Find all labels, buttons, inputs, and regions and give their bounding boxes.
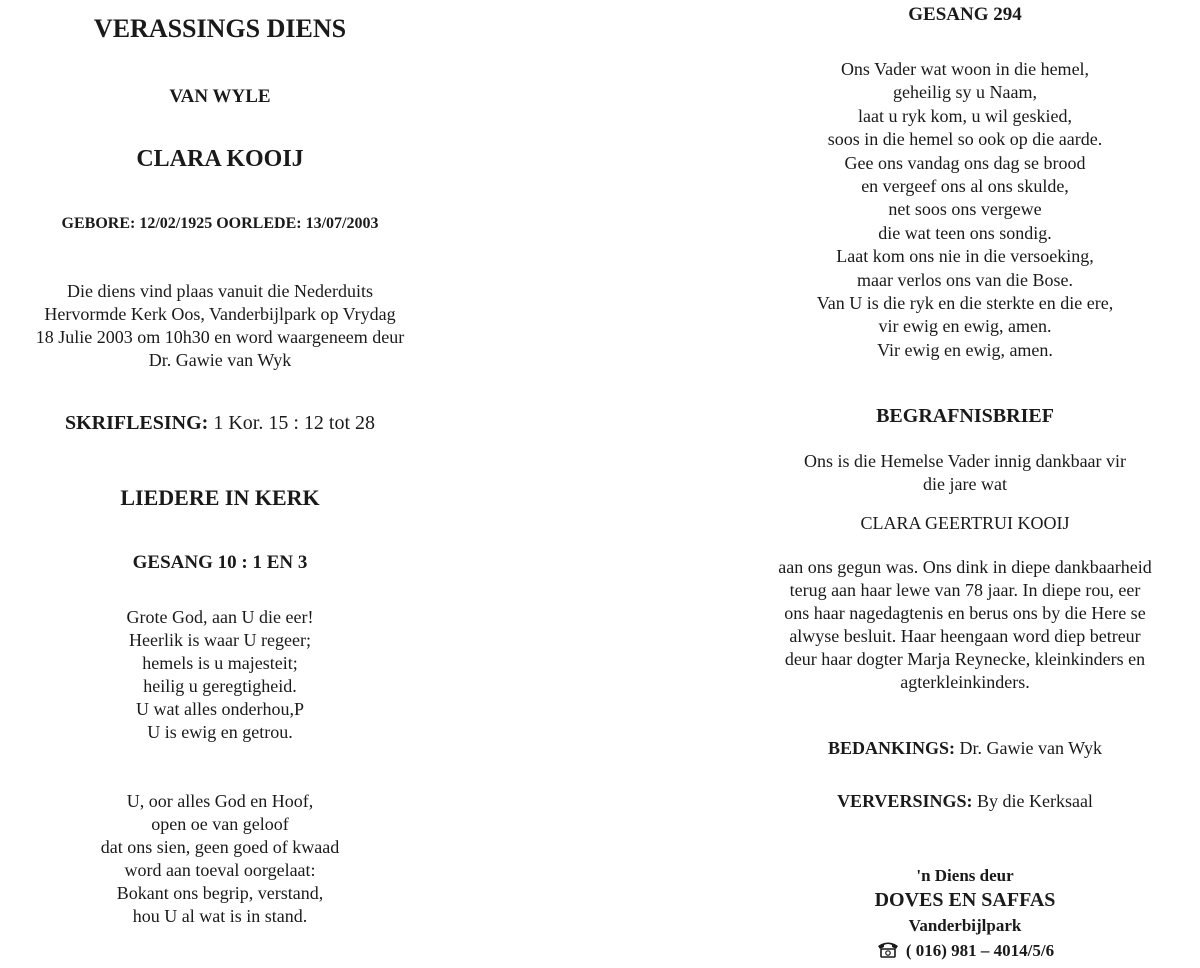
reading-value: 1 Kor. 15 : 12 tot 28 <box>213 412 376 434</box>
verse-line: hou U al wat is in stand. <box>132 906 308 926</box>
verse-line: Bokant ons begrip, verstand, <box>116 883 324 903</box>
thanks-line <box>730 738 1200 759</box>
prayer-line: net soos ons vergewe <box>888 199 1042 220</box>
phone-number: ( 016) 981 – 4014/5/6 <box>905 941 1055 960</box>
verse-line: word aan toeval oorgelaat: <box>124 860 316 880</box>
verse-line: Grote God, aan U die eer! <box>126 607 314 627</box>
service-line: Hervormde Kerk Oos, Vanderbijlpark op Vrydag <box>44 304 396 324</box>
prayer-line: Vir ewig en ewig, amen. <box>877 339 1053 360</box>
telephone-icon <box>876 940 900 963</box>
verse-line: U wat alles onderhou,P <box>136 699 304 719</box>
hymn-294-title: GESANG 294 <box>908 4 1022 25</box>
prayer-line: en vergeef ons al ons skulde, <box>861 176 1069 197</box>
letter-intro <box>730 450 1200 496</box>
phone-line <box>730 940 1200 963</box>
prayer-line: Van U is die ryk en die sterkte en die ere, <box>816 293 1114 314</box>
letter-line: agterkleinkinders. <box>900 672 1030 692</box>
hymn-10-title: GESANG 10 : 1 EN 3 <box>132 552 308 573</box>
dates-line <box>0 215 440 233</box>
born-date: 12/02/1925 <box>139 215 213 232</box>
thanks-value: Dr. Gawie van Wyk <box>959 738 1103 758</box>
prayer-line: laat u ryk kom, u wil geskied, <box>858 105 1072 126</box>
died-label: OORLEDE: <box>216 215 302 232</box>
letter-line: Ons is die Hemelse Vader innig dankbaar vir <box>803 451 1127 471</box>
prayer-line: Laat kom ons nie in die versoeking, <box>836 246 1094 267</box>
letter-heading: BEGRAFNISBRIEF <box>876 405 1054 427</box>
verse-line: U, oor alles God en Hoof, <box>126 791 314 811</box>
prayer-line: maar verlos ons van die Bose. <box>857 269 1073 290</box>
verse-line: Heerlik is waar U regeer; <box>129 630 311 650</box>
full-name: CLARA GEERTRUI KOOIJ <box>860 513 1070 533</box>
prayer-line: vir ewig en ewig, amen. <box>878 316 1052 337</box>
prayer-line: die wat teen ons sondig. <box>878 222 1052 243</box>
hymn-verse-2 <box>0 790 440 928</box>
company-city: Vanderbijlpark <box>908 916 1022 935</box>
letter-body <box>730 556 1200 694</box>
deceased-name: CLARA KOOIJ <box>136 146 304 172</box>
prayer-line: Gee ons vandag ons dag se brood <box>844 152 1086 173</box>
verse-line: heilig u geregtigheid. <box>143 676 297 696</box>
service-line: Die diens vind plaas vanuit die Nederduits <box>67 281 373 301</box>
verse-line: open oe van geloof <box>151 814 289 834</box>
service-line: 18 Julie 2003 om 10h30 en word waargeneem deur <box>35 327 405 347</box>
verse-line: hemels is u majesteit; <box>142 653 298 673</box>
hymn-verse-1 <box>0 606 440 744</box>
verse-line: dat ons sien, geen goed of kwaad <box>100 837 340 857</box>
letter-line: die jare wat <box>923 474 1007 494</box>
letter-line: alwyse besluit. Haar heengaan word diep betreur <box>789 626 1141 646</box>
refreshments-line <box>730 791 1200 812</box>
prayer-line: geheilig sy u Naam, <box>893 82 1037 103</box>
songs-heading: LIEDERE IN KERK <box>120 485 320 510</box>
lords-prayer <box>730 58 1200 362</box>
prayer-line: Ons Vader wat woon in die hemel, <box>840 59 1090 79</box>
prayer-line: soos in die hemel so ook op die aarde. <box>827 129 1103 150</box>
thanks-label: BEDANKINGS: <box>827 738 955 758</box>
service-info <box>0 280 440 372</box>
service-line: Dr. Gawie van Wyk <box>148 350 292 370</box>
service-by: 'n Diens deur <box>916 866 1014 885</box>
reading-label: SKRIFLESING: <box>64 412 209 434</box>
died-date: 13/07/2003 <box>305 215 379 232</box>
letter-line: aan ons gegun was. Ons dink in diepe dankbaarheid <box>778 557 1152 577</box>
letter-line: terug aan haar lewe van 78 jaar. In diepe rou, eer <box>789 580 1141 600</box>
refresh-value: By die Kerksaal <box>976 791 1093 811</box>
page-title: VERASSINGS DIENS <box>93 14 347 43</box>
born-label: GEBORE: <box>61 215 136 232</box>
van-wyle-label: VAN WYLE <box>169 86 271 107</box>
letter-line: deur haar dogter Marja Reynecke, kleinkinders en <box>784 649 1146 669</box>
company-name: DOVES EN SAFFAS <box>874 889 1056 911</box>
verse-line: U is ewig en getrou. <box>147 722 293 742</box>
letter-line: ons haar nagedagtenis en berus ons by die Here se <box>784 603 1146 623</box>
refresh-label: VERVERSINGS: <box>837 791 973 811</box>
scripture-reading <box>0 412 440 435</box>
